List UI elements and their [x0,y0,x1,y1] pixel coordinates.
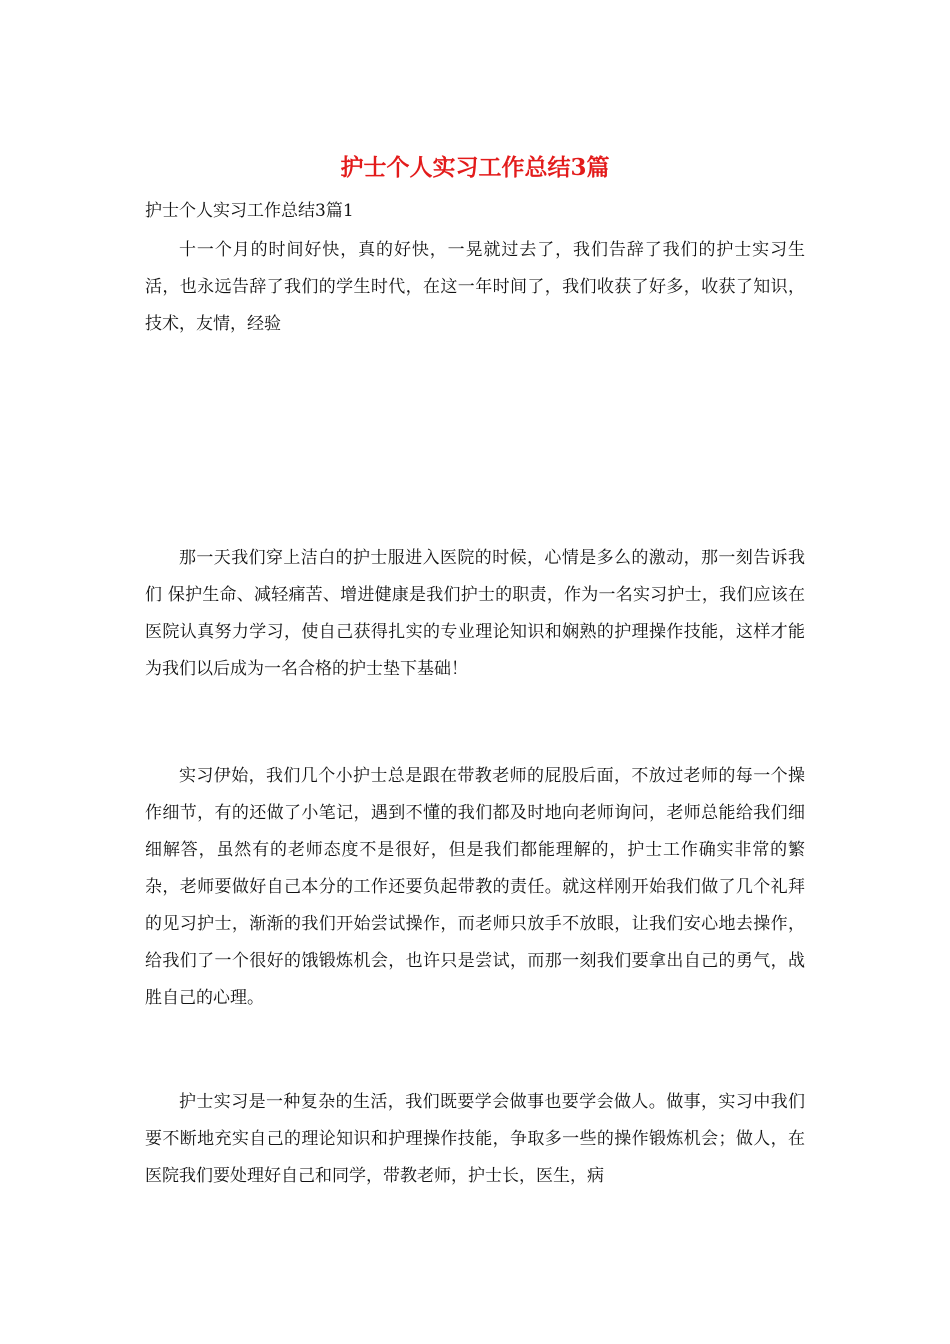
document-title: 护士个人实习工作总结3篇 [340,154,610,181]
paragraph-1: 十一个月的时间好快，真的好快，一晃就过去了，我们告辞了我们的护士实习生活，也永远告辞了我们的学生时代，在这一年时间了，我们收获了好多，收获了知识，技术，友情，经验 [145,240,805,334]
paragraph-4: 护士实习是一种复杂的生活，我们既要学会做事也要学会做人。做事，实习中我们要不断地充实自己的理论知识和护理操作技能，争取多一些的操作锻炼机会；做人，在医院我们要处理好自己和同学，带教老师，护士长，医生，病 [145,1092,805,1186]
paragraph-3: 实习伊始，我们几个小护士总是跟在带教老师的屁股后面，不放过老师的每一个操作细节，有的还做了小笔记，遇到不懂的我们都及时地向老师询问，老师总能给我们细细解答，虽然有的老师态度不是很好，但是我们都能理解的，护士工作确实非常的繁杂，老师要做好自己本分的工作还要负起带教的责任。就这样刚开始我们做了几个礼拜的见习护士，渐渐的我们开始尝试操作，而老师只放手不放眼，让我们安心地去操作，给我们了一个很好的饿锻炼机会，也许只是尝试，而那一刻我们要拿出自己的勇气，战胜自己的心理。 [145,766,805,1008]
section-subheading: 护士个人实习工作总结3篇1 [145,201,354,221]
paragraph-2: 那一天我们穿上洁白的护士服进入医院的时候，心情是多么的激动，那一刻告诉我们 保护生命、减轻痛苦、增进健康是我们护士的职责，作为一名实习护士，我们应该在医院认真努力学习，使自己获得扎实的专业理论知识和娴熟的护理操作技能，这样才能为我们以后成为一名合格的护士垫下基础！ [145,548,805,679]
